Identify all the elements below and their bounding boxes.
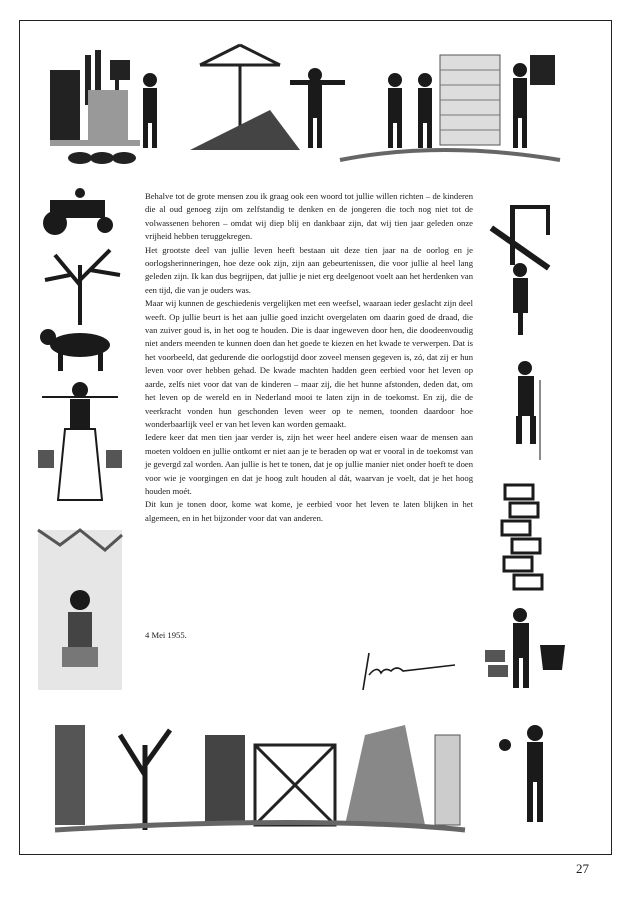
letter-body: [145, 190, 473, 525]
worker-standing-icon: [516, 361, 540, 460]
paragraph: Behalve tot de grote mensen zou ik graag ook een woord tot jullie willen richten – de kinderen die al oud genoeg zijn om zelfstandig te denken en de jongeren die toch nog niet tot de volwassenen behoren – omdat wij diep blij en dankbaar zijn, dat wij tien jaar geleden onze vrijheid hebben teruggekregen.: [145, 191, 473, 242]
brick-column-icon: [502, 485, 542, 589]
paragraph: Het grootste deel van jullie leven heeft bestaan uit deze tien jaar na de oorlog en je oorlogsherinneringen, hoe deze ook zijn, zijn aan gebeurtenissen, die voor jullie al heel lang geleden zijn. Ik kan dus begrijpen, dat jullie je niet erg deelgenoot voelt aan het herdenken van een tijd, die van je ouders was.: [145, 244, 473, 295]
girl-in-ruins-icon: [38, 530, 122, 690]
paragraph: Maar wij kunnen de geschiedenis vergelijken met een weefsel, waaraan ieder geslacht zijn deel weeft. Op jullie beurt is het aan jullie goed inzicht overgelaten om daarin goed de draad, die van zuiver goud is, in het oog te houden. Die is daar ingeweven door hen, die doodeenvoudig niet anders meenden te kunnen doen dan het goede te kiezen en het kwade te verwerpen. Dat is het voorbeeld, dat gedurende die oorlogstijd door zoveel mensen gegeven is, zó, dat zij er hun leven voor over hebben gehad. De kwade machten hadden geen eerbied voor het leven op aarde, zelfs niet voor dat van de kinderen – maar zij, die het hunne afstonden, deden dat, om het leven op de wereld en in Nederland mooi te laten zijn in de toekomst. En zij, die de veerkracht vonden hun geschonden leven weer op te nemen, toonden daardoor hoe wonderbaarlijk veel er van het leven kan worden gemaakt.: [145, 298, 473, 429]
paragraph: Dit kun je tonen door, kome wat kome, je eerbied voor het leven te laten blijken in het algemeen, en in het bijzonder voor dat van anderen.: [145, 499, 473, 523]
letter-date: 4 Mei 1955.: [145, 630, 187, 640]
left-illustrations: [30, 185, 130, 705]
worker-carrying-beam-icon: [490, 205, 551, 335]
signature: [355, 645, 465, 695]
bricklayer-icon: [485, 608, 565, 688]
boy-waving-icon: [499, 725, 543, 822]
paragraph: Iedere keer dat men tien jaar verder is, zijn het weer heel andere eisen waar de mensen aan moeten voldoen en jullie ontkomt er niet aan je te beraden op wat er vooral in de toekomst van je gevergd zal worden. Aan jullie is het te tonen, dat je op jullie manier niet onder hoeft te doen voor wie je voorgingen en dat je hoog zult houden al dát, waarvan je voelt, dat je het hoog houden moét.: [145, 432, 473, 496]
right-illustrations: [480, 200, 590, 690]
woman-with-buckets-icon: [38, 382, 122, 500]
ruined-building-icon: [255, 745, 335, 825]
page-number: 27: [576, 861, 589, 876]
bare-tree-icon: [120, 730, 170, 830]
bottom-illustration-band: [45, 705, 585, 840]
tree-icon: [45, 250, 120, 325]
tractor-icon: [43, 188, 113, 235]
cow-icon: [40, 329, 110, 371]
top-illustration-band: [40, 40, 580, 175]
